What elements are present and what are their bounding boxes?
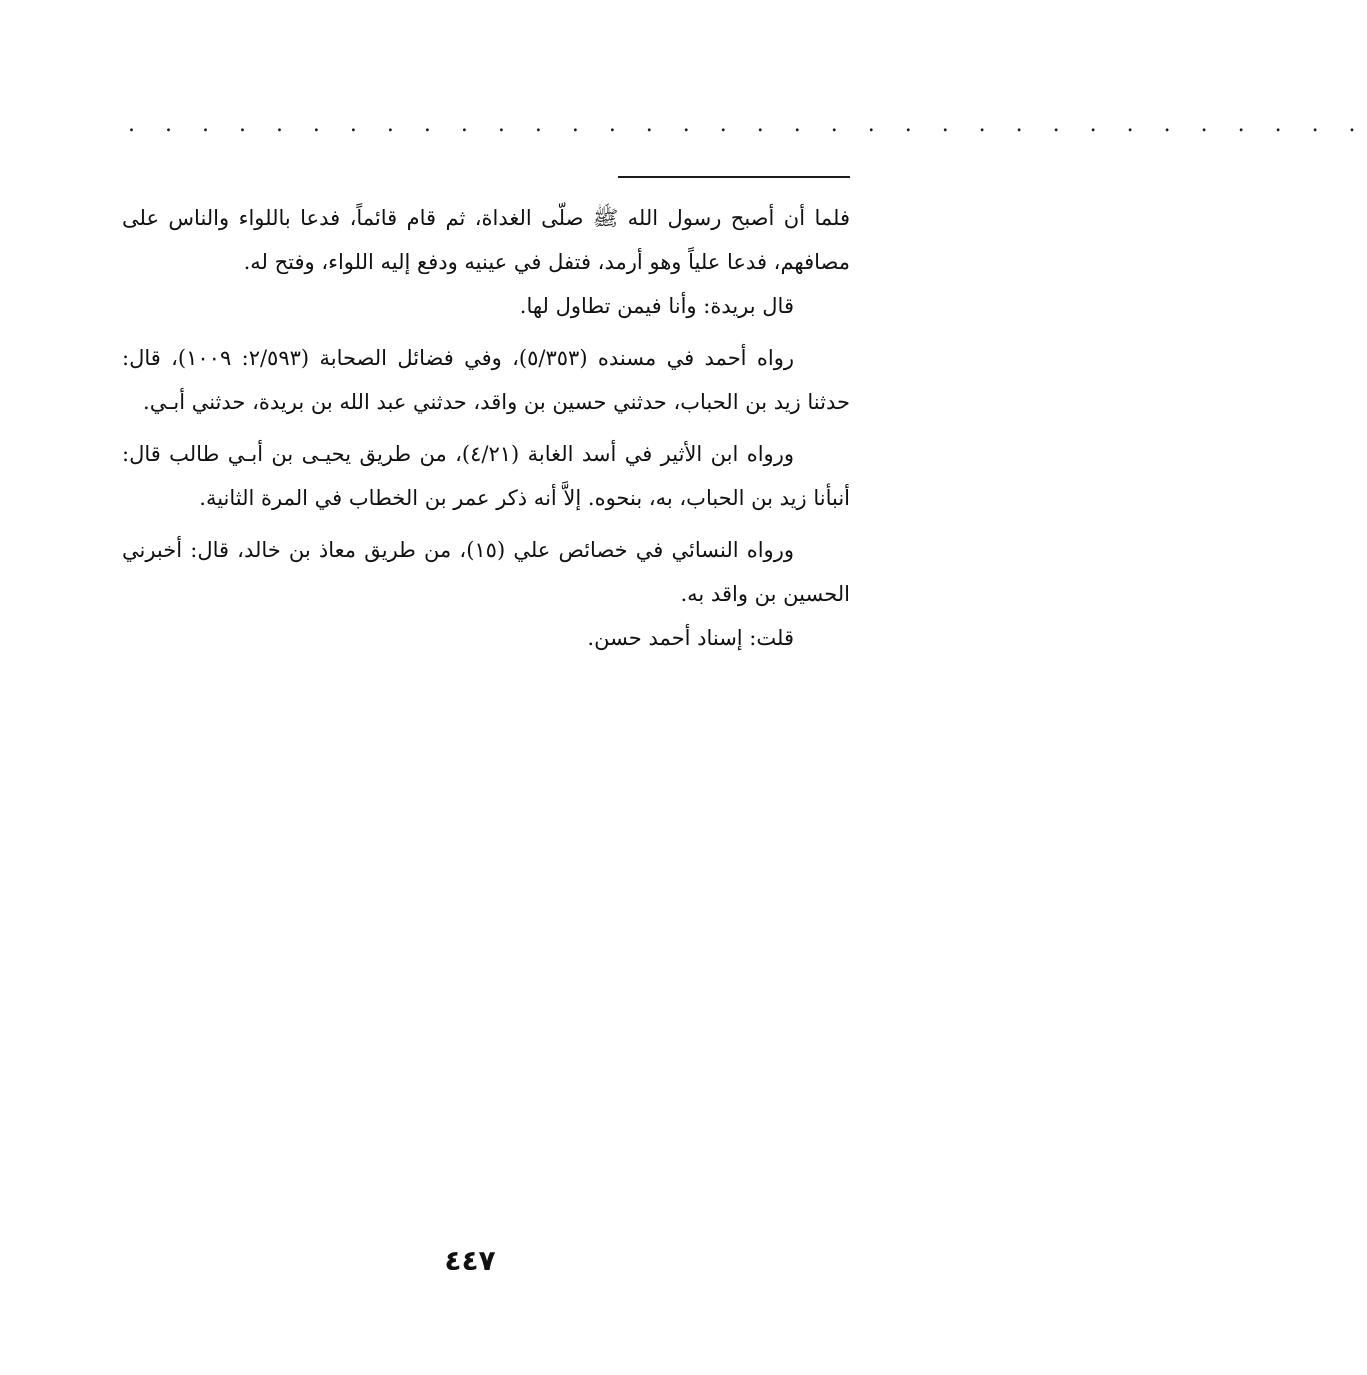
page-number: ٤٤٧: [444, 1244, 496, 1277]
paragraph-buraydah: قال بريدة: وأنا فيمن تطاول لها.: [519, 294, 794, 318]
footnote-rule: [618, 176, 850, 178]
paragraph-nasai-narration: ورواه النسائي في خصائص علي (١٥)، من طريق معاذ بن خالد، قال: أخبرني الحسين بن واقد به.: [122, 538, 850, 606]
dotted-separator: . . . . . . . . . . . . . . . . . . . . . . . . . . . . . . . . . .: [128, 112, 1367, 137]
paragraph-ibn-athir-narration: ورواه ابن الأثير في أسد الغابة (٤/٢١)، من طريق يحيـى بن أبـي طالب قال: أنبأنا زيد بن الحباب، به، بنحوه. إلاَّ أنه ذكر عمر بن الخطاب في المرة الثانية.: [122, 442, 850, 510]
paragraph-hadith-text: فلما أن أصبح رسول الله ﷺ صلّى الغداة، ثم قام قائماً، فدعا باللواء والناس على مصافهم، فدعا علياً وهو أرمد، فتفل في عينيه ودفع إليه اللواء، وفتح له.: [122, 206, 850, 274]
paragraph-verdict: قلت: إسناد أحمد حسن.: [587, 626, 794, 650]
footnote-text: [122, 196, 850, 668]
paragraph-ahmad-narration: رواه أحمد في مسنده (٥/٣٥٣)، وفي فضائل الصحابة (٢/٥٩٣: ١٠٠٩)، قال: حدثنا زيد بن الحباب، حدثني حسين بن واقد، حدثني عبد الله بن بريدة، حدثني أبـي.: [122, 346, 850, 414]
